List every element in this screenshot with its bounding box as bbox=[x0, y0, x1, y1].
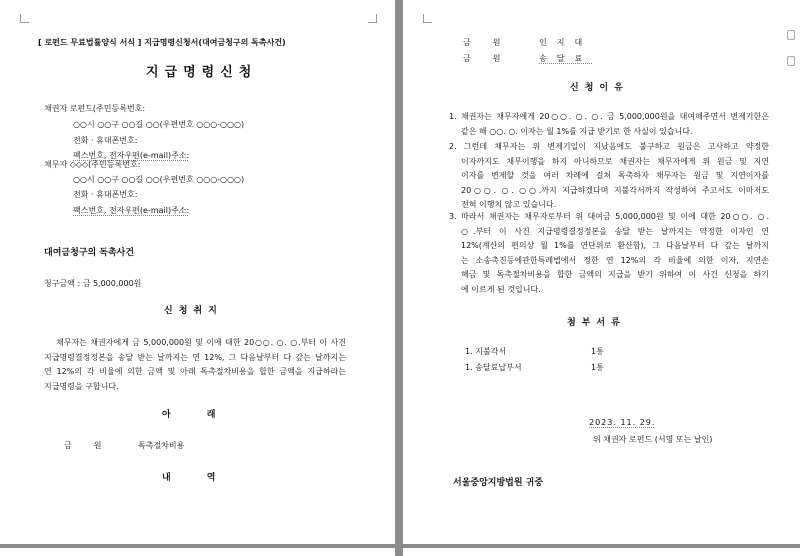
filing-date: 2023. 11. 29. bbox=[589, 418, 656, 427]
page-corner-mark bbox=[368, 14, 377, 23]
purpose-line: 채무자는 채권자에게 금 5,000,000원 및 이에 대한 20○○. ○. ○.부터 이 사건 bbox=[56, 338, 346, 347]
reason-item bbox=[449, 140, 769, 213]
case-name: 대여금청구의 독촉사건 bbox=[44, 248, 135, 258]
reason-line: 에 이르게 된 것입니다. bbox=[461, 284, 541, 294]
purpose-line: 연 12%의 각 비율에 의한 금액 및 아래 독촉절차비용을 합한 금액을 지급하라는 bbox=[44, 367, 346, 376]
page-corner-mark bbox=[423, 14, 432, 23]
stamp-fee-value: 인지대 bbox=[539, 38, 593, 47]
reason-line: ○.부터 이 사건 지급명령결정정본을 송달 받는 날까지는 약정한 이자인 연 bbox=[461, 226, 769, 236]
reason-line: 이자를 변제할 것을 여러 차례에 걸쳐 독촉하자 채무자는 원금 및 지연이자를 bbox=[461, 171, 769, 180]
creditor-address: ○○시 ○○구 ○○길 ○○(우편번호 ○○○-○○○) bbox=[73, 120, 245, 129]
purpose-heading: 신청취지 bbox=[164, 306, 223, 316]
signer-line: 위 채권자 로펀드 (서명 또는 날인) bbox=[593, 435, 713, 444]
reason-line: 해금 및 독촉절차비용을 합한 금액의 지급을 받기 위하여 이 사건 신청을 하기 bbox=[461, 270, 769, 279]
next-page-edge bbox=[0, 548, 395, 556]
reason-line: 전혀 이행치 않고 있습니다. bbox=[461, 200, 557, 209]
delivery-fee-value: 송달료 bbox=[539, 54, 593, 63]
reason-item bbox=[449, 210, 769, 297]
form-title: [ 로펀드 무료법률양식 서식 ] 지급명령신청서(대여금청구의 독촉사건) bbox=[38, 38, 286, 47]
reason-line: 이자까지도 채무이행을 하지 아니하므로 채권자는 채무자에게 위 원금 및 지연 bbox=[461, 156, 769, 166]
attachment-count: 1통 bbox=[591, 363, 604, 372]
reason-heading: 신청이유 bbox=[570, 83, 629, 93]
creditor-label: 채권자 로펀드(주민등록번호: bbox=[44, 104, 146, 113]
debtor-phone: 전화 · 휴대폰번호: bbox=[73, 190, 138, 199]
attachment-label: 1. 지불각서 bbox=[465, 347, 507, 356]
reason-item bbox=[449, 110, 769, 139]
below-heading: 아래 bbox=[162, 410, 252, 420]
next-page-edge bbox=[403, 548, 800, 556]
scroll-mark bbox=[787, 56, 795, 66]
debtor-fax-email: 팩스번호, 전자우편(e-mail)주소: bbox=[73, 206, 190, 215]
attachments-heading: 첨부서류 bbox=[567, 318, 626, 328]
delivery-fee-label: 금원 bbox=[463, 54, 523, 63]
reason-line: 2. 그런데 채무자는 위 변제기일이 지났음에도 불구하고 원금은 고사하고 약정한 bbox=[449, 142, 769, 151]
debtor-address: ○○시 ○○구 ○○길 ○○(우편번호 ○○○-○○○) bbox=[73, 175, 245, 184]
stamp-fee-label: 금원 bbox=[463, 38, 523, 47]
reason-line: 1. 채권자는 채무자에게 20○○. ○. ○. 금 5,000,000원을 대여해주면서 변제기한은 bbox=[449, 112, 769, 121]
scroll-mark bbox=[787, 30, 795, 40]
creditor-fax-email: 팩스번호, 전자우편(e-mail)주소: bbox=[73, 151, 190, 160]
fee-amount-label: 금원 bbox=[64, 441, 124, 450]
reason-line: 는 소송촉진등에관한특례법에서 정한 연 12%의 각 비율에 의한 이자, 지연손 bbox=[461, 255, 769, 265]
document-title: 지급명령신청 bbox=[146, 65, 258, 80]
claim-amount: 청구금액 : 금 5,000,000원 bbox=[44, 279, 142, 288]
reason-line: 3. 따라서 채권자는 채무자로부터 위 대여금 5,000,000원 및 이에 대한 20○○. ○. bbox=[449, 212, 769, 221]
creditor-phone: 전화 · 휴대폰번호: bbox=[73, 136, 138, 145]
breakdown-heading: 내역 bbox=[162, 473, 252, 483]
fee-label: 독촉절차비용 bbox=[138, 441, 185, 450]
reason-line: 20○○. ○. ○○.까지 지급하겠다며 지불각서까지 작성하여 주고서도 이마저도 bbox=[461, 185, 769, 195]
attachment-count: 1통 bbox=[591, 347, 604, 356]
attachment-label: 1. 송달료납부서 bbox=[465, 363, 522, 372]
document-page-right bbox=[403, 0, 800, 544]
reason-line: 같은 해 ○○. ○. 이자는 월 1%를 지급 받기로 한 사실이 있습니다. bbox=[461, 126, 693, 136]
page-corner-mark bbox=[20, 14, 29, 23]
purpose-line: 지급명령을 구합니다. bbox=[44, 381, 119, 391]
reason-line: 12%(계산의 편의상 월 1%를 연단위로 환산함), 그 다음날부터 다 갚는 날까지 bbox=[461, 241, 769, 250]
purpose-line: 지급명령결정정본을 송달 받는 날까지는 연 12%, 그 다음날부터 다 갚는 날까지는 bbox=[44, 352, 346, 362]
document-page-left bbox=[0, 0, 395, 544]
court-name: 서울중앙지방법원 귀중 bbox=[453, 478, 544, 488]
debtor-label: 채무자 ◇◇◇(주민등록번호: bbox=[44, 160, 141, 169]
purpose-paragraph bbox=[44, 336, 346, 394]
